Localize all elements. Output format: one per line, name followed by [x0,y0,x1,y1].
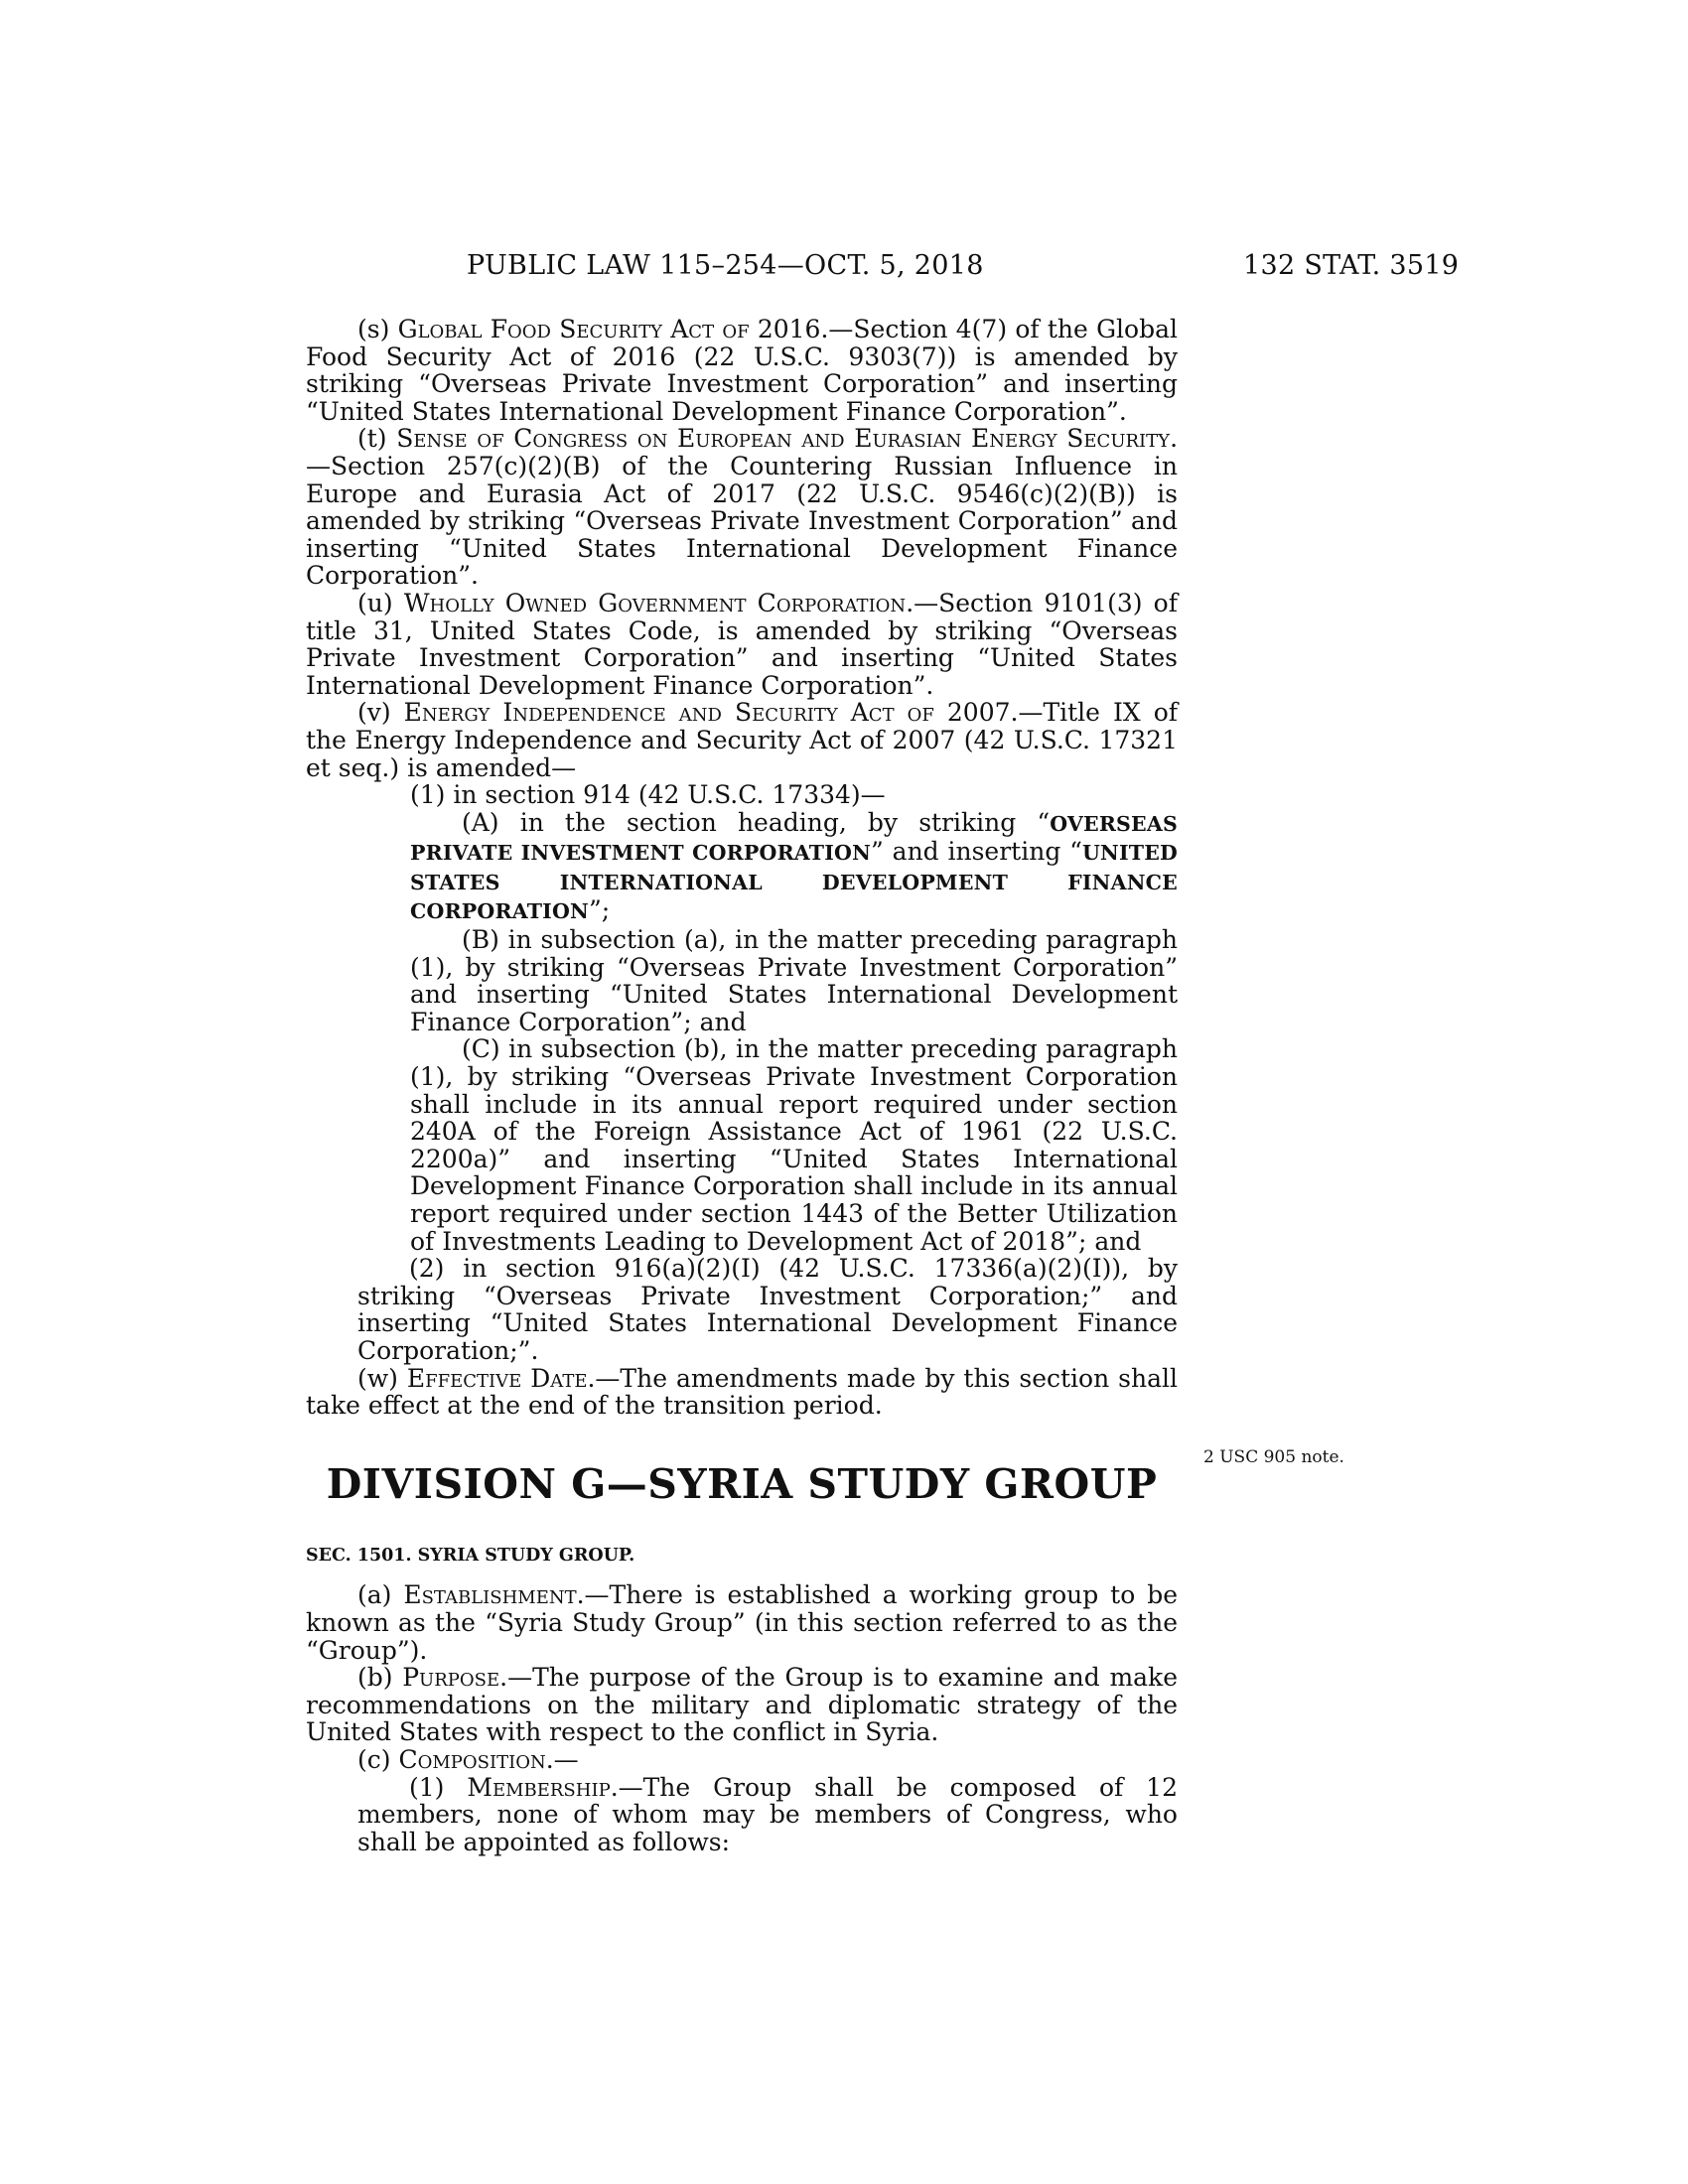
paragraph-heading: Global Food Security Act of 2016 [397,315,821,343]
paragraph-w: (w) Effective Date.—The amendments made by this section shall take effect at the end of the transition period. [306,1363,1178,1421]
paragraph-heading: Effective Date [406,1363,588,1393]
section-heading: SEC. 1501. SYRIA STUDY GROUP. [306,1545,635,1566]
page-stat-number: 132 STAT. 3519 [1243,250,1460,281]
paragraph-v: (v) Energy Independence and Security Act of 2007.—Title IX of the Energy Independence and Security Act of 2007 (42 U.S.C. 17321 et seq.) is amended— [306,698,1178,782]
subsection-heading: Purpose [402,1663,500,1693]
division-title: DIVISION G—SYRIA STUDY GROUP [326,1459,1158,1508]
document-body [306,316,1178,1855]
running-header-title: PUBLIC LAW 115–254—OCT. 5, 2018 [467,250,984,281]
margin-note: 2 USC 905 note. [1203,1447,1344,1467]
paragraph-t: (t) Sense of Congress on European and Eurasian Energy Security.—Section 257(c)(2)(B) of the Countering Russian Influence in Europe and Eurasia Act of 2017 (22 U.S.C. 9546(c)(2)(B)) is amended by striking “Overseas Private Investment Corporation” and inserting “United States International Development Finance Corporation”. [306,424,1179,591]
paragraph-heading: Wholly Owned Government Corporation [403,588,907,617]
struck-heading: OVERSEAS PRIVATE INVESTMENT CORPORATION [410,811,1178,866]
subsection-heading: Membership [467,1772,611,1802]
inserted-heading: UNITED STATES INTERNATIONAL DEVELOPMENT FINANCE CORPORATION [410,841,1179,924]
subsection-b: (b) Purpose.—The purpose of the Group is to examine and make recommendations on the military and diplomatic strategy of the United States with respect to the conflict in Syria. [306,1663,1178,1747]
paragraph-v-1: (1) in section 914 (42 U.S.C. 17334)— [410,780,886,810]
paragraph-heading: Sense of Congress on European and Eurasian Energy Security [396,424,1171,454]
subparagraph-v-C: (C) in subsection (b), in the matter preceding paragraph (1), by striking “Overseas Private Investment Corporation shall include in its annual report required under section 240A of the Foreign Assistance Act of 1961 (22 U.S.C. 2200a)” and inserting “United States International Development Finance Corporation shall include in its annual report required under section 1443 of the Better Utilization of Investments Leading to Development Act of 2018”; and [410,1034,1178,1256]
subsection-c: (c) Composition.— [357,1744,579,1774]
subparagraph-v-B: (B) in subsection (a), in the matter preceding paragraph (1), by striking “Overseas Private Investment Corporation” and inserting “United States International Development Finance Corporation”; and [410,925,1178,1036]
paragraph-s: (s) Global Food Security Act of 2016.—Section 4(7) of the Global Food Security Act of 2016 (22 U.S.C. 9303(7)) is amended by striking “Overseas Private Investment Corporation” and inserting “United States International Development Finance Corporation”. [306,315,1178,426]
paragraph-heading: Energy Independence and Security Act of 2007 [403,698,1011,728]
subsection-a: (a) Establishment.—There is established a working group to be known as the “Syria Study Group” (in this section referred to as the “Group”). [306,1580,1179,1665]
paragraph-v-2: (2) in section 916(a)(2)(I) (42 U.S.C. 17336(a)(2)(I)), by striking “Overseas Private Investment Corporation;” and inserting “United States International Development Finance Corporation;”. [357,1254,1178,1365]
subsection-c-1: (1) Membership.—The Group shall be composed of 12 members, none of whom may be members of Congress, who shall be appointed as follows: [357,1772,1178,1856]
paragraph-u: (u) Wholly Owned Government Corporation.—Section 9101(3) of title 31, United States Code, is amended by striking “Overseas Private Investment Corporation” and inserting “United States International Development Finance Corporation”. [306,588,1178,700]
subsection-heading: Establishment [403,1580,577,1610]
subsection-heading: Composition [398,1744,546,1774]
subparagraph-v-A: (A) in the section heading, by striking “OVERSEAS PRIVATE INVESTMENT CORPORATION” and inserting “UNITED STATES INTERNATIONAL DEVELOPMENT FINANCE CORPORATION”; [410,807,1179,925]
